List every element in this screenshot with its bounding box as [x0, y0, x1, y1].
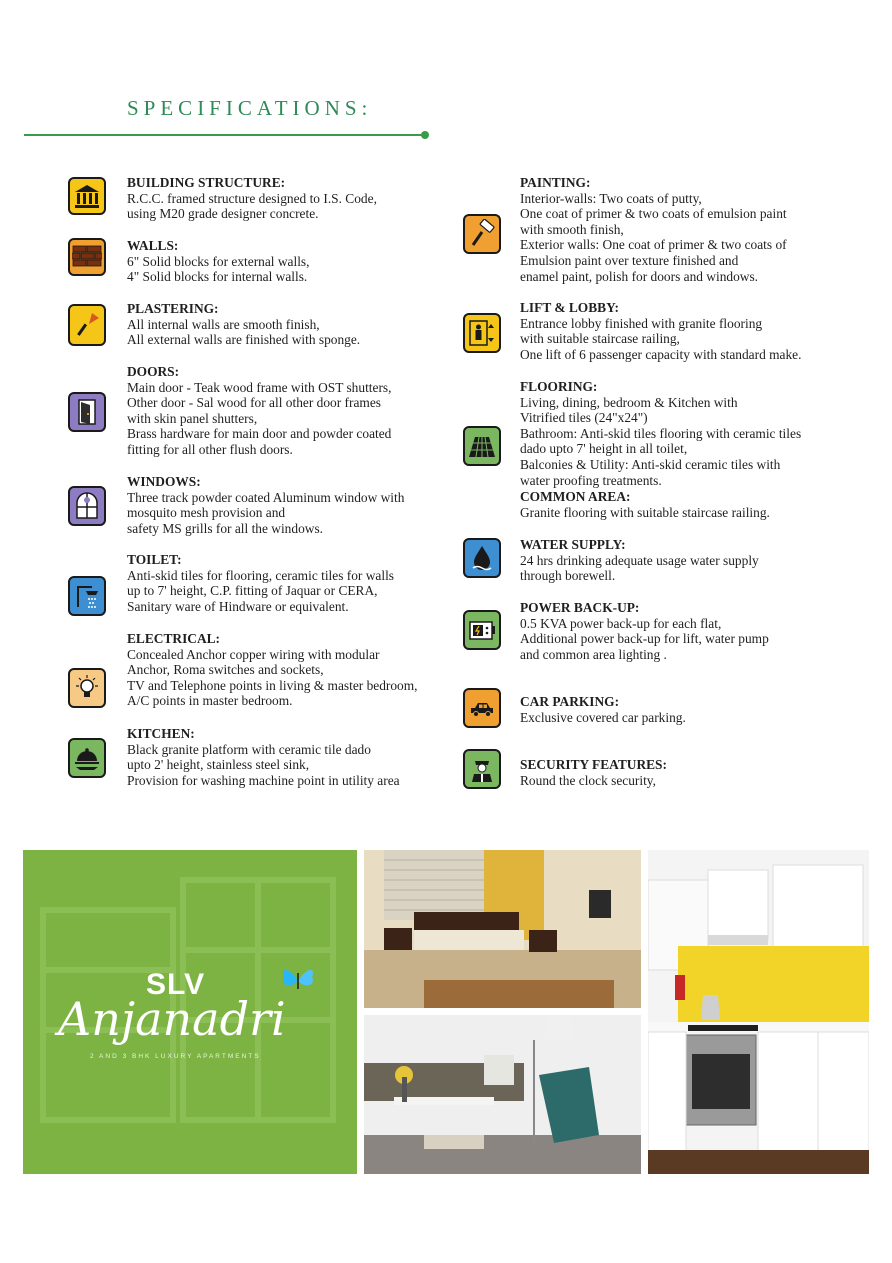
living-room-photo: [364, 1015, 641, 1174]
section-power-backup: POWER BACK-UP: 0.5 KVA power back-up for each flat, Additional power back-up for lift, water pump and common area lighting .: [520, 600, 769, 662]
brand-name: Anjanadri: [58, 992, 286, 1046]
car-icon: [463, 688, 501, 728]
section-walls: WALLS: 6" Solid blocks for external walls, 4" Solid blocks for internal walls.: [127, 238, 310, 285]
door-icon: [68, 392, 106, 432]
section-security: SECURITY FEATURES: Round the clock security,: [520, 757, 667, 788]
section-kitchen: KITCHEN: Black granite platform with ceramic tile dado upto 2' height, stainless steel sink, Provision for washing machine point in utility area: [127, 726, 400, 788]
bricks-icon: [68, 238, 106, 276]
window-icon: [68, 486, 106, 526]
kitchen-photo: [648, 850, 869, 1174]
building-icon: [68, 177, 106, 215]
title-underline-dot: [421, 131, 429, 139]
section-water-supply: WATER SUPPLY: 24 hrs drinking adequate usage water supply through borewell.: [520, 537, 759, 584]
cloche-icon: [68, 738, 106, 778]
generator-icon: [463, 610, 501, 650]
brand-tagline: 2 AND 3 BHK LUXURY APARTMENTS: [90, 1053, 261, 1060]
elevator-icon: [463, 313, 501, 353]
section-building-structure: BUILDING STRUCTURE: R.C.C. framed structure designed to I.S. Code, using M20 grade designer concrete.: [127, 175, 377, 222]
security-guard-icon: [463, 749, 501, 789]
section-plastering: PLASTERING: All internal walls are smooth finish, All external walls are finished with sponge.: [127, 301, 361, 348]
section-heading: BUILDING STRUCTURE:: [127, 175, 286, 190]
page-title: SPECIFICATIONS:: [127, 96, 373, 120]
floor-tiles-icon: [463, 426, 501, 466]
section-toilet: TOILET: Anti-skid tiles for flooring, ceramic tiles for walls up to 7' height, C.P. fitting of Jaquar or CERA, Sanitary ware of Hindware or equivalent.: [127, 552, 395, 614]
paint-roller-icon: [463, 214, 501, 254]
bedroom-photo: [364, 850, 641, 1008]
brand-prefix: SLV: [146, 968, 206, 1001]
section-electrical: ELECTRICAL: Concealed Anchor copper wiring with modular Anchor, Roma switches and sockets, TV and Telephone points in living & master bedroom, A/C points in master bedroom.: [127, 631, 418, 709]
water-drop-icon: [463, 538, 501, 578]
title-underline: [24, 134, 425, 136]
section-doors: DOORS: Main door - Teak wood frame with OST shutters, Other door - Sal wood for all other door frames with skin panel shutters, Brass hardware for main door and powder coated fitting for all other flush doors.: [127, 364, 392, 457]
section-car-parking: CAR PARKING: Exclusive covered car parking.: [520, 694, 686, 725]
section-windows: WINDOWS: Three track powder coated Aluminum window with mosquito mesh provision and safety MS grills for all the windows.: [127, 474, 405, 536]
butterfly-icon: [278, 963, 318, 999]
section-common-area: COMMON AREA: Granite flooring with suitable staircase railing.: [520, 489, 770, 520]
shower-icon: [68, 576, 106, 616]
section-flooring: FLOORING: Living, dining, bedroom & Kitchen with Vitrified tiles (24"x24") Bathroom: Anti-skid tiles flooring with ceramic tiles dado upto 7' height in all toilet, Balconies & Utility: Anti-skid ceramic tiles with water proofing treatments.: [520, 379, 802, 488]
section-lift-lobby: LIFT & LOBBY: Entrance lobby finished with granite flooring with suitable staircase railing, One lift of 6 passenger capacity with standard make.: [520, 300, 802, 362]
section-painting: PAINTING: Interior-walls: Two coats of putty, One coat of primer & two coats of emulsion paint with smooth finish, Exterior walls: One coat of primer & two coats of Emulsion paint over texture finished and enamel paint, polish for doors and windows.: [520, 175, 787, 284]
bulb-icon: [68, 668, 106, 708]
trowel-icon: [68, 304, 106, 346]
